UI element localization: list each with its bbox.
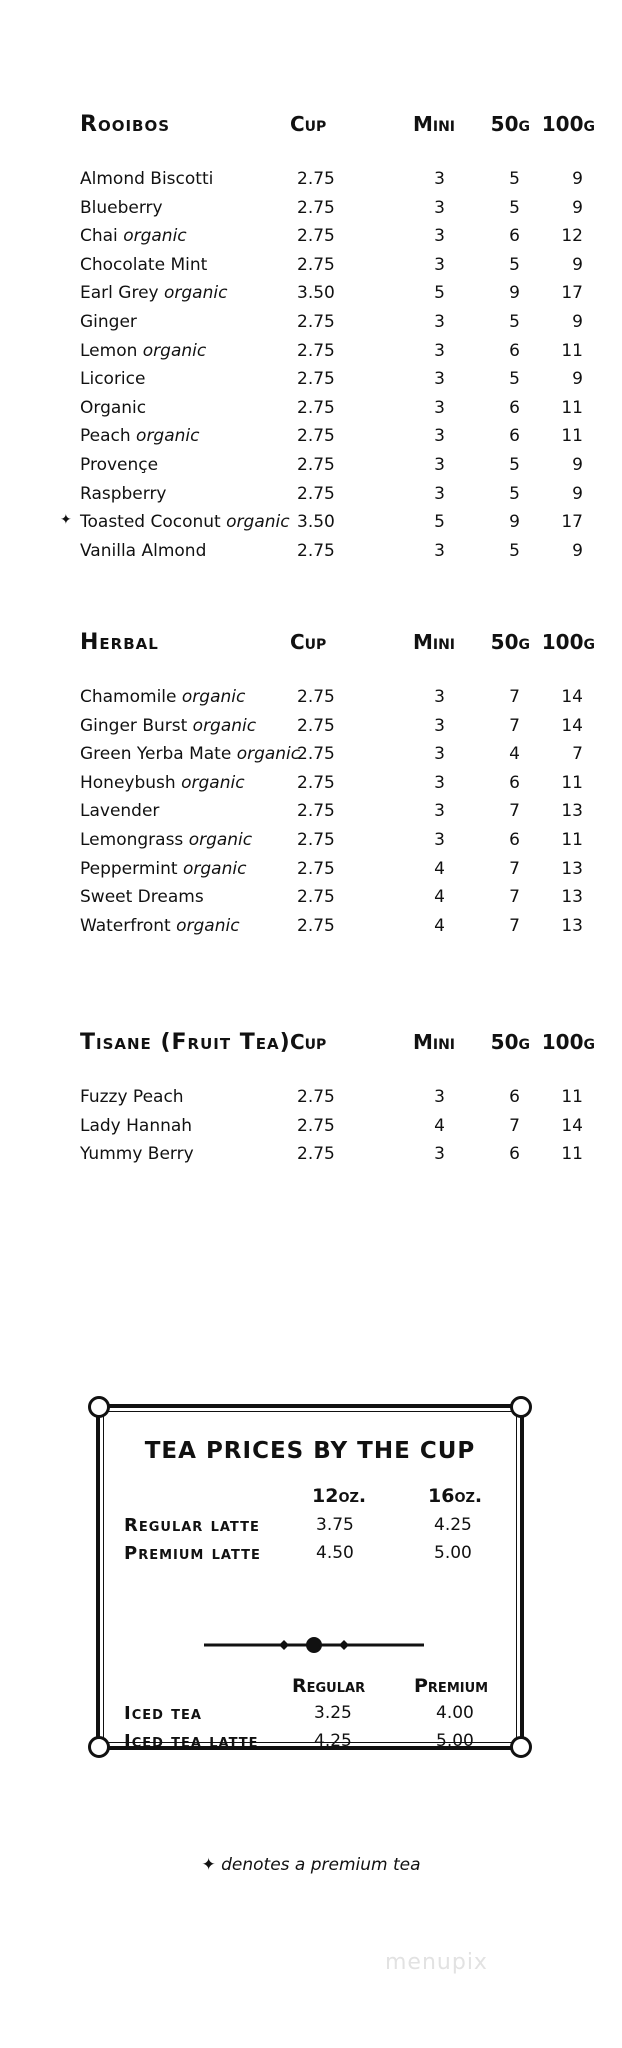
- price-100g: 11: [561, 1144, 583, 1165]
- price-mini: 3: [434, 772, 445, 793]
- tea-name-text: Chocolate Mint: [80, 254, 208, 275]
- price-mini: 3: [434, 1087, 445, 1107]
- price-mini: 4: [434, 858, 445, 879]
- price-cup: 3.50: [297, 512, 335, 533]
- price-premium: 5.00: [436, 1731, 474, 1751]
- price-mini: 4: [434, 1115, 445, 1136]
- menu-row: [80, 1144, 583, 1173]
- col-100g: 100g: [541, 112, 595, 136]
- menu-row: [80, 1087, 583, 1116]
- price-100g: 13: [561, 801, 583, 822]
- row-label: Premium latte: [124, 1543, 261, 1564]
- price-mini: 3: [434, 426, 445, 447]
- tea-name-text: Raspberry: [80, 483, 167, 504]
- rooibos-section: [60, 112, 595, 569]
- tea-name: [80, 312, 137, 332]
- price-mini: 3: [434, 169, 445, 189]
- price-cup: 2.75: [297, 540, 335, 561]
- organic-label: organic: [142, 340, 207, 361]
- price-50g: 5: [509, 197, 520, 218]
- menu-row: [80, 254, 583, 284]
- cup-prices-box: [96, 1404, 524, 1750]
- col-cup: Cup: [290, 630, 327, 654]
- price-100g: 9: [572, 483, 583, 504]
- price-100g: 14: [561, 687, 583, 707]
- price-cup: 2.75: [297, 887, 335, 908]
- tisane-list: [80, 1087, 583, 1173]
- menu-row: [80, 340, 583, 370]
- price-50g: 6: [509, 1144, 520, 1165]
- tea-name: [80, 1144, 194, 1164]
- price-mini: 3: [434, 369, 445, 390]
- tea-name-text: Lady Hannah: [80, 1115, 193, 1136]
- price-100g: 11: [561, 397, 583, 418]
- price-100g: 9: [572, 311, 583, 332]
- tea-name-text: Lemongrass: [80, 829, 189, 850]
- price-cup: 2.75: [297, 397, 335, 418]
- size-16oz: 16oz.: [428, 1485, 483, 1507]
- tea-name-text: Peach: [80, 426, 137, 447]
- tea-name-text: Provençe: [80, 454, 159, 475]
- type-regular: Regular: [292, 1675, 366, 1697]
- price-100g: 9: [572, 540, 583, 561]
- price-100g: 11: [561, 772, 583, 793]
- price-50g: 7: [509, 687, 520, 707]
- row-label: Iced tea: [124, 1703, 202, 1724]
- star-icon: ✦: [201, 1855, 216, 1875]
- price-cup: 2.75: [297, 915, 335, 936]
- price-50g: 6: [509, 829, 520, 850]
- organic-label: organic: [136, 426, 200, 447]
- price-50g: 7: [509, 715, 520, 736]
- price-cup: 2.75: [297, 197, 335, 218]
- price-cup: 2.75: [297, 169, 335, 189]
- organic-label: organic: [181, 772, 245, 793]
- price-cup: 2.75: [297, 1087, 335, 1107]
- tea-name: [80, 226, 187, 246]
- price-regular: 4.25: [314, 1731, 352, 1751]
- corner-ornament: [510, 1736, 532, 1758]
- price-cup: 2.75: [297, 454, 335, 475]
- menu-row: [80, 687, 583, 716]
- price-cup: 2.75: [297, 772, 335, 793]
- organic-label: organic: [164, 283, 228, 304]
- tea-name-text: Blueberry: [80, 197, 163, 218]
- price-cup: 2.75: [297, 1144, 335, 1165]
- tea-name: [80, 455, 158, 475]
- corner-ornament: [510, 1396, 532, 1418]
- price-100g: 14: [561, 715, 583, 736]
- menu-row: [80, 226, 583, 255]
- price-mini: 4: [434, 915, 445, 936]
- price-50g: 9: [509, 512, 520, 533]
- tea-name: [80, 687, 245, 707]
- tea-name-text: Chai: [80, 226, 124, 247]
- menu-row: [80, 540, 583, 570]
- organic-label: organic: [236, 744, 301, 765]
- tea-name: [80, 916, 240, 936]
- col-cup: Cup: [290, 1030, 327, 1054]
- price-100g: 9: [572, 169, 583, 189]
- tea-name-text: Almond Biscotti: [80, 169, 214, 189]
- price-16oz: 4.25: [434, 1515, 472, 1535]
- section-title: Herbal: [80, 630, 159, 655]
- price-100g: 13: [561, 915, 583, 936]
- price-mini: 3: [434, 829, 445, 850]
- col-50g: 50g: [490, 630, 530, 654]
- tea-name-text: Yummy Berry: [80, 1144, 194, 1165]
- col-mini: Mini: [412, 630, 455, 654]
- price-50g: 7: [509, 915, 520, 936]
- price-mini: 3: [434, 744, 445, 765]
- price-50g: 7: [509, 858, 520, 879]
- col-mini: Mini: [412, 1030, 455, 1054]
- price-mini: 3: [434, 197, 445, 218]
- price-100g: 11: [561, 829, 583, 850]
- tea-name: [80, 801, 159, 821]
- price-50g: 7: [509, 887, 520, 908]
- price-50g: 5: [509, 311, 520, 332]
- price-100g: 12: [561, 226, 583, 247]
- price-mini: 3: [434, 311, 445, 332]
- price-100g: 7: [572, 744, 583, 765]
- price-mini: 3: [434, 687, 445, 707]
- col-100g: 100g: [541, 630, 595, 654]
- tea-name: [80, 369, 145, 389]
- price-50g: 5: [509, 369, 520, 390]
- price-mini: 4: [434, 887, 445, 908]
- menu-row: [80, 744, 583, 773]
- tisane-header: [80, 1030, 595, 1060]
- ornament-divider: [204, 1635, 424, 1655]
- price-50g: 4: [509, 744, 520, 765]
- price-cup: 3.50: [297, 283, 335, 304]
- price-100g: 17: [561, 283, 583, 304]
- price-12oz: 4.50: [316, 1543, 354, 1563]
- price-100g: 14: [561, 1115, 583, 1136]
- organic-label: organic: [123, 226, 187, 247]
- section-title: Rooibos: [80, 112, 171, 137]
- tea-name: [80, 773, 245, 793]
- price-mini: 5: [434, 512, 445, 533]
- tea-name-text: Fuzzy Peach: [80, 1087, 184, 1107]
- price-cup: 2.75: [297, 483, 335, 504]
- tea-name-text: Chamomile: [80, 687, 182, 707]
- price-50g: 9: [509, 283, 520, 304]
- price-50g: 5: [509, 169, 520, 189]
- price-cup: 2.75: [297, 801, 335, 822]
- tea-name: [80, 283, 227, 303]
- tea-name: [80, 255, 207, 275]
- organic-label: organic: [192, 715, 257, 736]
- menu-row: [80, 715, 583, 745]
- tea-name: [80, 341, 206, 361]
- price-50g: 6: [509, 772, 520, 793]
- price-100g: 9: [572, 454, 583, 475]
- tea-name: [80, 426, 200, 446]
- menu-row: [80, 426, 583, 455]
- organic-label: organic: [188, 829, 253, 850]
- price-50g: 7: [509, 1115, 520, 1136]
- price-50g: 6: [509, 1087, 520, 1107]
- rooibos-header: [80, 112, 595, 142]
- price-premium: 4.00: [436, 1703, 474, 1723]
- menu-row: [80, 283, 583, 312]
- price-50g: 6: [509, 397, 520, 418]
- tea-name: [80, 830, 252, 850]
- price-mini: 3: [434, 1144, 445, 1165]
- price-50g: 5: [509, 540, 520, 561]
- menu-row: [80, 801, 583, 830]
- menu-row: [80, 829, 583, 859]
- price-mini: 3: [434, 801, 445, 822]
- tea-name-text: Ginger Burst: [80, 715, 193, 736]
- tea-name-text: Vanilla Almond: [80, 540, 207, 561]
- tea-name-text: Waterfront: [80, 915, 177, 936]
- tea-name-text: Peppermint: [80, 858, 183, 879]
- price-cup: 2.75: [297, 254, 335, 275]
- tea-name: [80, 541, 206, 561]
- tea-name-text: Honeybush: [80, 772, 182, 793]
- herbal-header: [80, 630, 595, 660]
- row-label: Regular latte: [124, 1515, 260, 1536]
- organic-label: organic: [176, 915, 240, 936]
- price-100g: 11: [561, 1087, 583, 1107]
- tea-name-text: Lemon: [80, 340, 143, 361]
- price-cup: 2.75: [297, 369, 335, 390]
- tea-name-text: Organic: [80, 397, 147, 418]
- menu-row: [80, 858, 583, 888]
- price-mini: 3: [434, 540, 445, 561]
- corner-ornament: [88, 1736, 110, 1758]
- price-mini: 3: [434, 454, 445, 475]
- price-50g: 5: [509, 454, 520, 475]
- menu-row: [60, 512, 583, 541]
- price-cup: 2.75: [297, 858, 335, 879]
- price-cup: 2.75: [297, 311, 335, 332]
- price-100g: 13: [561, 887, 583, 908]
- tea-name: [80, 398, 146, 418]
- price-50g: 6: [509, 426, 520, 447]
- organic-label: organic: [182, 858, 247, 879]
- price-100g: 9: [572, 369, 583, 390]
- menu-row: [80, 915, 583, 945]
- tea-name-text: Sweet Dreams: [80, 887, 204, 908]
- box-title: TEA PRICES BY THE CUP: [144, 1438, 476, 1464]
- watermark: menupix: [385, 1950, 488, 1975]
- price-cup: 2.75: [297, 829, 335, 850]
- menu-row: [80, 454, 583, 484]
- herbal-section: [80, 630, 595, 944]
- col-100g: 100g: [541, 1030, 595, 1054]
- corner-ornament: [88, 1396, 110, 1418]
- price-100g: 17: [561, 512, 583, 533]
- organic-label: organic: [181, 687, 246, 707]
- price-cup: 2.75: [297, 426, 335, 447]
- menu-row: [80, 311, 583, 341]
- tea-name: [80, 1116, 192, 1136]
- premium-footnote: [0, 1855, 622, 1875]
- footnote-text: denotes a premium tea: [221, 1855, 421, 1875]
- menu-row: [80, 887, 583, 916]
- price-100g: 11: [561, 426, 583, 447]
- tea-name-text: Green Yerba Mate: [80, 744, 237, 765]
- menu-row: [80, 197, 583, 227]
- price-50g: 7: [509, 801, 520, 822]
- menu-row: [80, 772, 583, 802]
- tea-name-text: Earl Grey: [80, 283, 164, 304]
- price-cup: 2.75: [297, 1115, 335, 1136]
- price-50g: 6: [509, 340, 520, 361]
- tea-name: [80, 484, 167, 504]
- price-50g: 5: [509, 483, 520, 504]
- tea-name: [80, 198, 163, 218]
- menu-row: [80, 1115, 583, 1145]
- price-regular: 3.25: [314, 1703, 352, 1723]
- price-cup: 2.75: [297, 340, 335, 361]
- tisane-section: [80, 1030, 595, 1173]
- price-mini: 3: [434, 226, 445, 247]
- price-mini: 3: [434, 397, 445, 418]
- price-12oz: 3.75: [316, 1515, 354, 1535]
- herbal-list: [80, 687, 583, 944]
- price-cup: 2.75: [297, 744, 335, 765]
- tea-name-text: Ginger: [80, 311, 137, 332]
- menu-row: [80, 369, 583, 398]
- section-title: Tisane (Fruit Tea): [80, 1030, 291, 1055]
- tea-name: [80, 887, 204, 907]
- col-cup: Cup: [290, 112, 327, 136]
- tea-name-text: Toasted Coconut: [80, 512, 227, 533]
- tea-name-text: Licorice: [80, 369, 146, 390]
- price-16oz: 5.00: [434, 1543, 472, 1563]
- price-mini: 3: [434, 483, 445, 504]
- col-50g: 50g: [490, 1030, 530, 1054]
- price-mini: 3: [434, 715, 445, 736]
- price-100g: 9: [572, 197, 583, 218]
- price-100g: 11: [561, 340, 583, 361]
- price-100g: 9: [572, 254, 583, 275]
- price-cup: 2.75: [297, 715, 335, 736]
- price-mini: 3: [434, 340, 445, 361]
- menu-row: [80, 397, 583, 427]
- price-cup: 2.75: [297, 687, 335, 707]
- col-mini: Mini: [412, 112, 455, 136]
- price-mini: 5: [434, 283, 445, 304]
- price-100g: 13: [561, 858, 583, 879]
- price-mini: 3: [434, 254, 445, 275]
- premium-star-icon: ✦: [60, 512, 72, 529]
- tea-name: [80, 169, 213, 189]
- col-50g: 50g: [490, 112, 530, 136]
- tea-name-text: Lavender: [80, 801, 160, 822]
- menu-row: [80, 483, 583, 513]
- organic-label: organic: [226, 512, 290, 533]
- type-premium: Premium: [414, 1675, 489, 1697]
- tea-name: [80, 744, 300, 764]
- tea-name: [80, 512, 290, 532]
- price-cup: 2.75: [297, 226, 335, 247]
- menu-row: [80, 169, 583, 198]
- tea-name: [80, 859, 246, 879]
- tea-name: [80, 716, 256, 736]
- rooibos-list: [60, 169, 583, 569]
- tea-name: [80, 1087, 184, 1107]
- price-50g: 5: [509, 254, 520, 275]
- row-label: Iced tea latte: [124, 1731, 259, 1752]
- size-12oz: 12oz.: [312, 1485, 367, 1507]
- price-50g: 6: [509, 226, 520, 247]
